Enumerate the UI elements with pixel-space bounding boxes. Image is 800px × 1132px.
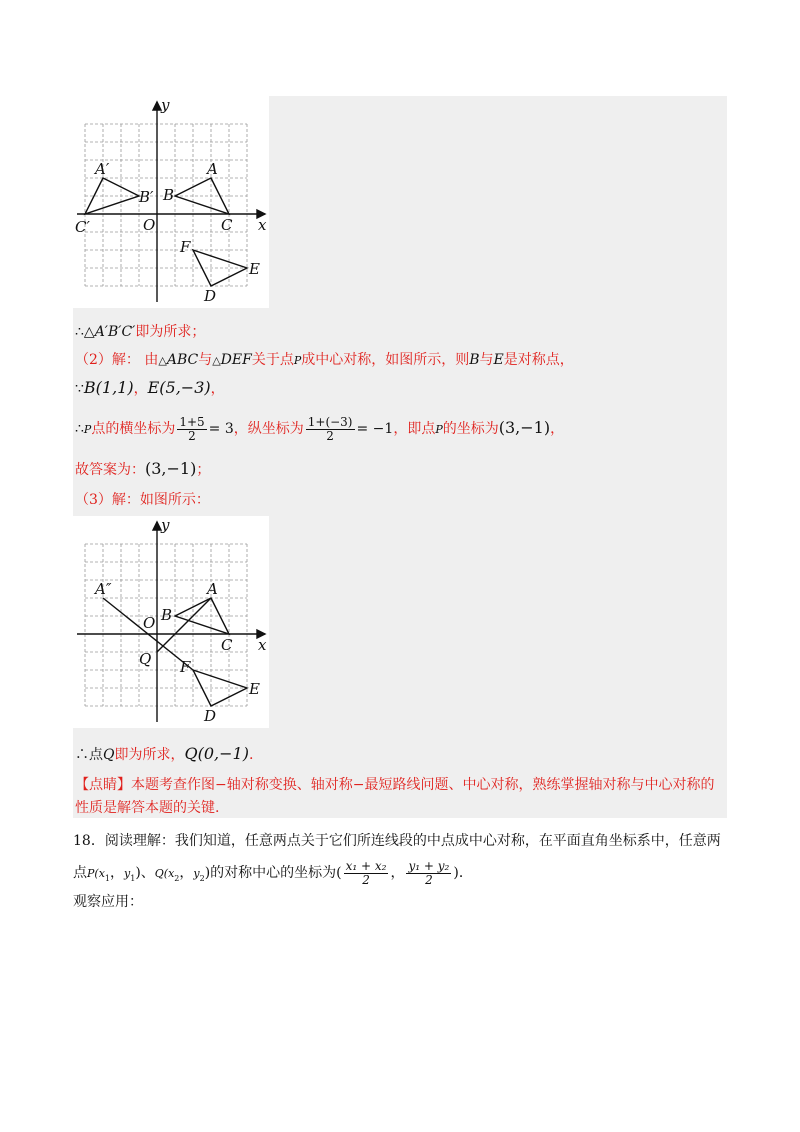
text: 的坐标为 bbox=[442, 421, 499, 437]
math-p: P bbox=[83, 423, 92, 436]
text: ， bbox=[179, 865, 194, 881]
therefore-symbol: ∴ bbox=[75, 421, 84, 437]
text: 点 bbox=[73, 865, 87, 881]
text: ， bbox=[133, 381, 148, 397]
q18-intro: 18．阅读理解：我们知道，任意两点关于它们所连线段的中点成中心对称，在平面直角坐标系中，任意两 bbox=[73, 833, 721, 849]
label-c: C bbox=[221, 636, 233, 654]
sub: 2 bbox=[174, 873, 180, 883]
label-a-prime: A′ bbox=[95, 160, 110, 178]
point-q: Q(x bbox=[154, 867, 175, 880]
label-a: A bbox=[207, 580, 218, 598]
q18-fraction-x-den: 2 bbox=[362, 872, 370, 887]
text: ， bbox=[390, 865, 405, 881]
label-c: C bbox=[221, 216, 233, 234]
line-midpoint-calc bbox=[75, 413, 564, 445]
q18-observe: 观察应用： bbox=[73, 894, 143, 910]
math-q: Q bbox=[103, 747, 115, 763]
text: 的对称中心的坐标为( bbox=[210, 865, 342, 881]
figure-2-svg bbox=[73, 516, 269, 728]
line-conclusion-1 bbox=[75, 323, 205, 341]
comment-tag: 【点睛】 bbox=[75, 777, 131, 793]
sub: 2 bbox=[199, 873, 205, 883]
y-axis-arrow bbox=[153, 102, 161, 110]
label-x: x bbox=[258, 216, 267, 234]
text: ，即点 bbox=[393, 421, 436, 437]
because-symbol: ∵ bbox=[75, 381, 84, 397]
label-f: F bbox=[180, 238, 191, 256]
math-p: P bbox=[435, 423, 443, 436]
text: ) bbox=[204, 865, 211, 881]
label-e: E bbox=[249, 680, 260, 698]
q18-fraction-x-num: x₁ + x₂ bbox=[345, 858, 387, 873]
label-origin: O bbox=[143, 216, 156, 234]
text: 关于点 bbox=[251, 352, 294, 368]
figure-2-grid bbox=[85, 544, 247, 706]
point-p-coords: (3,−1) bbox=[498, 418, 551, 437]
text: . bbox=[248, 747, 254, 763]
label-q: Q bbox=[139, 650, 152, 668]
math-def: DEF bbox=[220, 352, 252, 368]
figure-1 bbox=[73, 96, 269, 308]
text: ， bbox=[210, 381, 225, 397]
text: )、 bbox=[135, 865, 155, 881]
y1: y bbox=[124, 867, 131, 880]
point-q-coords: Q(0,−1) bbox=[184, 744, 249, 763]
label-x: x bbox=[258, 636, 267, 654]
text: )． bbox=[453, 865, 473, 881]
label-d: D bbox=[204, 707, 217, 725]
q18-line-1 bbox=[73, 832, 723, 850]
fraction-2-denominator: 2 bbox=[326, 428, 334, 443]
text: 点的横坐标为 bbox=[91, 421, 176, 437]
point-e-coords: E(5,−3) bbox=[147, 378, 211, 397]
math-p: P bbox=[293, 354, 302, 367]
triangle-name: A′B′C′ bbox=[94, 324, 136, 340]
line-conclusion-q bbox=[75, 745, 253, 764]
text: 与 bbox=[198, 352, 213, 368]
comment-text: 本题考查作图−轴对称变换、轴对称−最短路线问题、中心对称，熟练掌握轴对称与中心对称的 bbox=[131, 777, 715, 793]
point-b-coords: B(1,1) bbox=[83, 378, 134, 397]
text: （2）解： 由 bbox=[75, 352, 159, 368]
label-d: D bbox=[204, 287, 217, 305]
figure-1-svg bbox=[73, 96, 269, 308]
label-b: B bbox=[163, 186, 175, 204]
q18-fraction-y-num: y₁ + y₂ bbox=[408, 858, 450, 873]
math-abc: ABC bbox=[166, 352, 199, 368]
label-f: F bbox=[180, 658, 191, 676]
label-a: A bbox=[207, 160, 218, 178]
line-coordinates bbox=[75, 379, 225, 398]
text: ； bbox=[196, 462, 211, 478]
line-comment-2 bbox=[75, 799, 219, 817]
text: ， bbox=[110, 865, 124, 881]
label-b-prime: B′ bbox=[139, 188, 154, 206]
answer-value: (3,−1) bbox=[145, 459, 197, 478]
line-comment-1 bbox=[75, 776, 714, 794]
text: 即为所求， bbox=[114, 747, 185, 763]
figure-2 bbox=[73, 516, 269, 728]
line-answer bbox=[75, 460, 210, 479]
q18-line-2 bbox=[73, 858, 723, 894]
text: 成中心对称，如图所示，则 bbox=[301, 352, 470, 368]
label-y: y bbox=[161, 516, 170, 534]
point-p: P(x bbox=[87, 867, 105, 880]
fraction-1-denominator: 2 bbox=[188, 428, 196, 443]
q18-line-3 bbox=[73, 893, 723, 911]
sub: 1 bbox=[130, 873, 136, 883]
fraction-1-numerator: 1+5 bbox=[179, 414, 205, 429]
label-c-prime: C′ bbox=[75, 218, 90, 236]
math-b: B bbox=[469, 352, 480, 368]
line-part-2: （2）解： 由△ABC与△DEF关于点P成中心对称，如图所示，则B与E是对称点， bbox=[75, 352, 574, 368]
label-a-double-prime: A″ bbox=[95, 580, 112, 598]
result-1: = 3 bbox=[208, 421, 234, 437]
sub: 1 bbox=[104, 873, 110, 883]
q18-fraction-y bbox=[406, 860, 451, 887]
comment-text-cont: 性质是解答本题的关键. bbox=[75, 800, 220, 816]
conclusion-text: 即为所求； bbox=[135, 324, 206, 340]
answer-label: 故答案为： bbox=[75, 462, 145, 478]
part-3-heading: （3）解：如图所示： bbox=[75, 492, 210, 508]
label-origin: O bbox=[143, 614, 156, 632]
label-y: y bbox=[161, 96, 170, 114]
label-e: E bbox=[249, 260, 260, 278]
result-2: = −1 bbox=[356, 421, 394, 437]
math-e: E bbox=[493, 352, 504, 368]
fraction-2-numerator: 1+(−3) bbox=[307, 414, 353, 429]
q18-fraction-y-den: 2 bbox=[425, 872, 433, 887]
fraction-1 bbox=[177, 416, 206, 443]
text: ∴点 bbox=[75, 747, 103, 763]
text: ， bbox=[550, 421, 565, 437]
y2: y bbox=[193, 867, 200, 880]
q18-fraction-x bbox=[344, 860, 389, 887]
text: 是对称点， bbox=[503, 352, 574, 368]
fraction-2 bbox=[306, 416, 355, 443]
y-axis-arrow bbox=[153, 522, 161, 530]
therefore-symbol: ∴△ bbox=[75, 324, 95, 340]
line-part-3 bbox=[75, 491, 210, 509]
label-b: B bbox=[161, 606, 173, 624]
text: 与 bbox=[479, 352, 494, 368]
text: ，纵坐标为 bbox=[233, 421, 304, 437]
figure-1-grid bbox=[85, 124, 247, 286]
